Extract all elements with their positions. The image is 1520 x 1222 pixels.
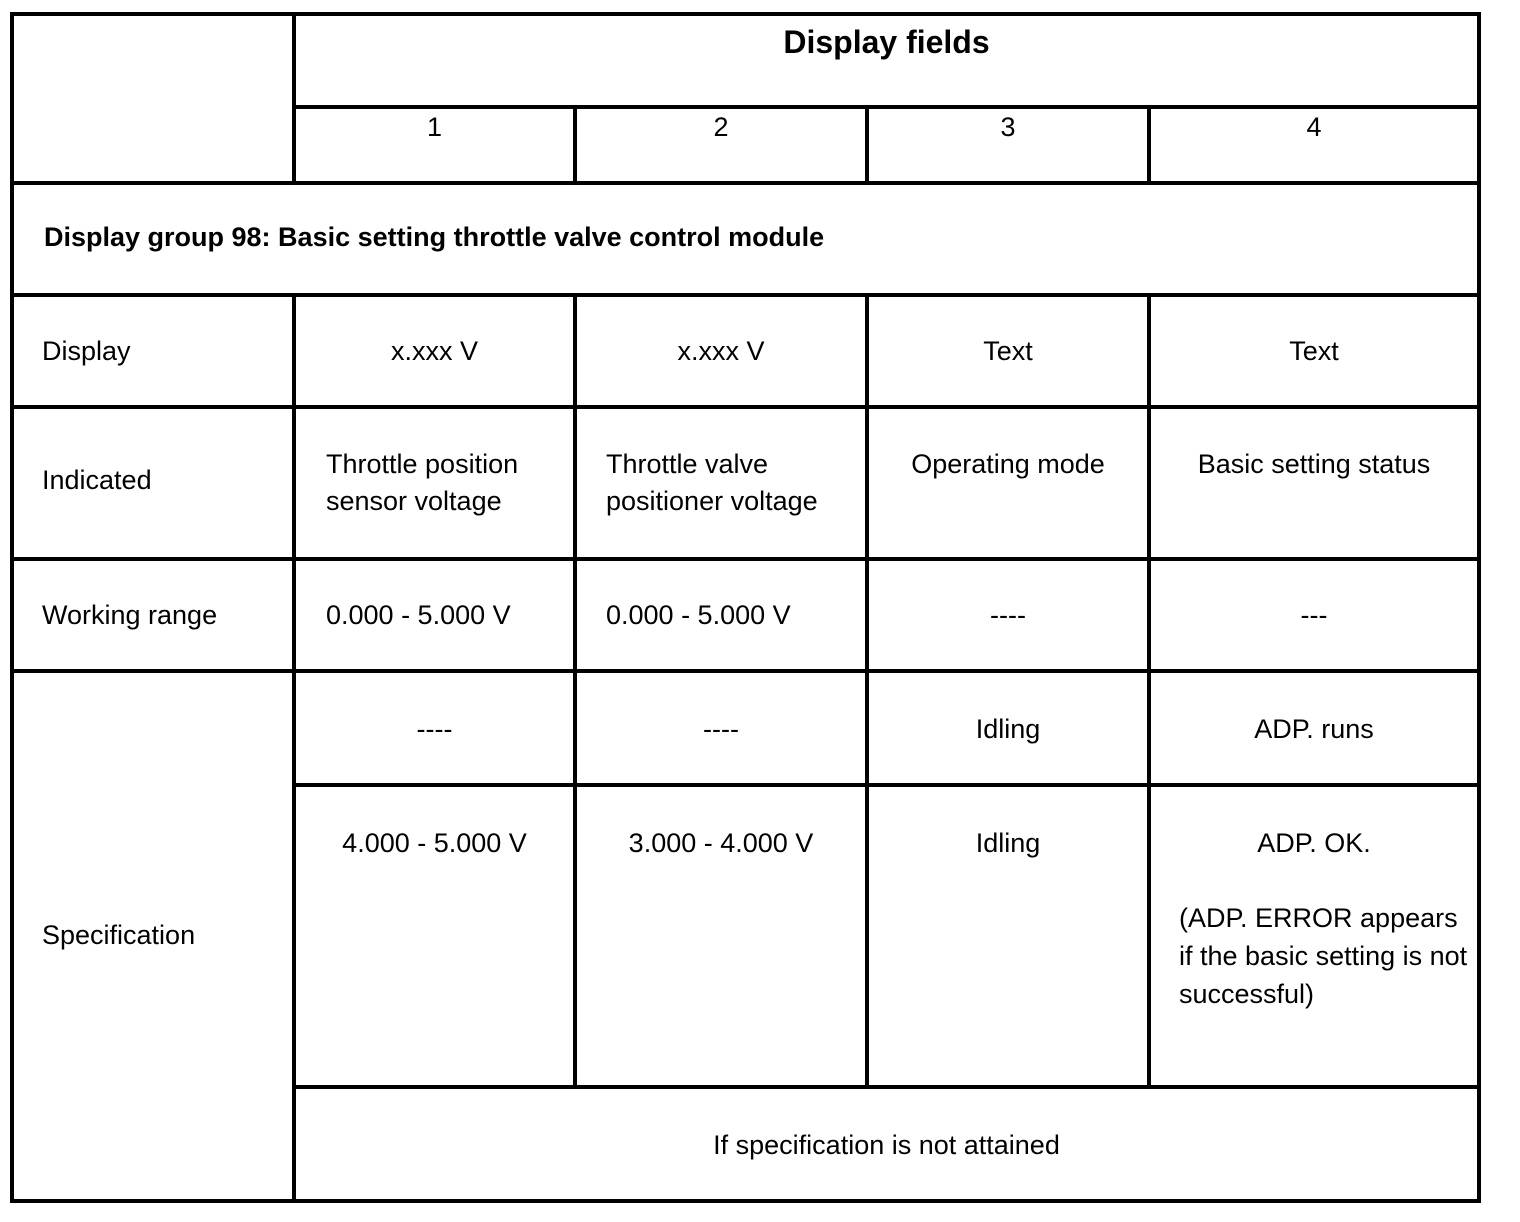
working-range-value-1: 0.000 - 5.000 V (296, 561, 573, 669)
working-range-value-3: ---- (869, 561, 1147, 669)
spec-footer: If specification is not attained (296, 1089, 1477, 1199)
column-header-3: 3 (869, 109, 1147, 181)
row-label-display: Display (14, 297, 292, 405)
spec-row2-note: (ADP. ERROR appears if the basic setting is not successful) (1179, 903, 1468, 1009)
row-label-working-range: Working range (14, 561, 292, 669)
spec-row2-value-2: 3.000 - 4.000 V (577, 787, 865, 1085)
display-value-1: x.xxx V (296, 297, 573, 405)
working-range-value-4: --- (1151, 561, 1477, 669)
indicated-value-1: Throttle position sensor voltage (296, 409, 573, 557)
corner-cell (14, 16, 292, 181)
indicated-value-2: Throttle valve positioner voltage (577, 409, 865, 557)
spec-row1-value-4: ADP. runs (1151, 673, 1477, 783)
spec-row2-value-1: 4.000 - 5.000 V (296, 787, 573, 1085)
group-title: Display group 98: Basic setting throttle valve control module (14, 185, 1477, 293)
spec-row1-value-3: Idling (869, 673, 1147, 783)
spec-row2-value-4: ADP. OK. (1257, 828, 1371, 858)
display-group-table (10, 12, 1481, 1203)
display-value-3: Text (869, 297, 1147, 405)
spec-row2-value-4-cell (1151, 787, 1477, 1085)
display-value-2: x.xxx V (577, 297, 865, 405)
spec-row2-value-3: Idling (869, 787, 1147, 1085)
row-label-indicated: Indicated (14, 409, 292, 557)
indicated-value-3: Operating mode (869, 409, 1147, 557)
column-header-2: 2 (577, 109, 865, 181)
column-header-1: 1 (296, 109, 573, 181)
display-value-4: Text (1151, 297, 1477, 405)
indicated-value-4: Basic setting status (1151, 409, 1477, 557)
spec-row1-value-1: ---- (296, 673, 573, 783)
row-label-specification: Specification (14, 673, 292, 1199)
display-fields-heading: Display fields (296, 16, 1477, 105)
column-header-4: 4 (1151, 109, 1477, 181)
spec-row1-value-2: ---- (577, 673, 865, 783)
working-range-value-2: 0.000 - 5.000 V (577, 561, 865, 669)
